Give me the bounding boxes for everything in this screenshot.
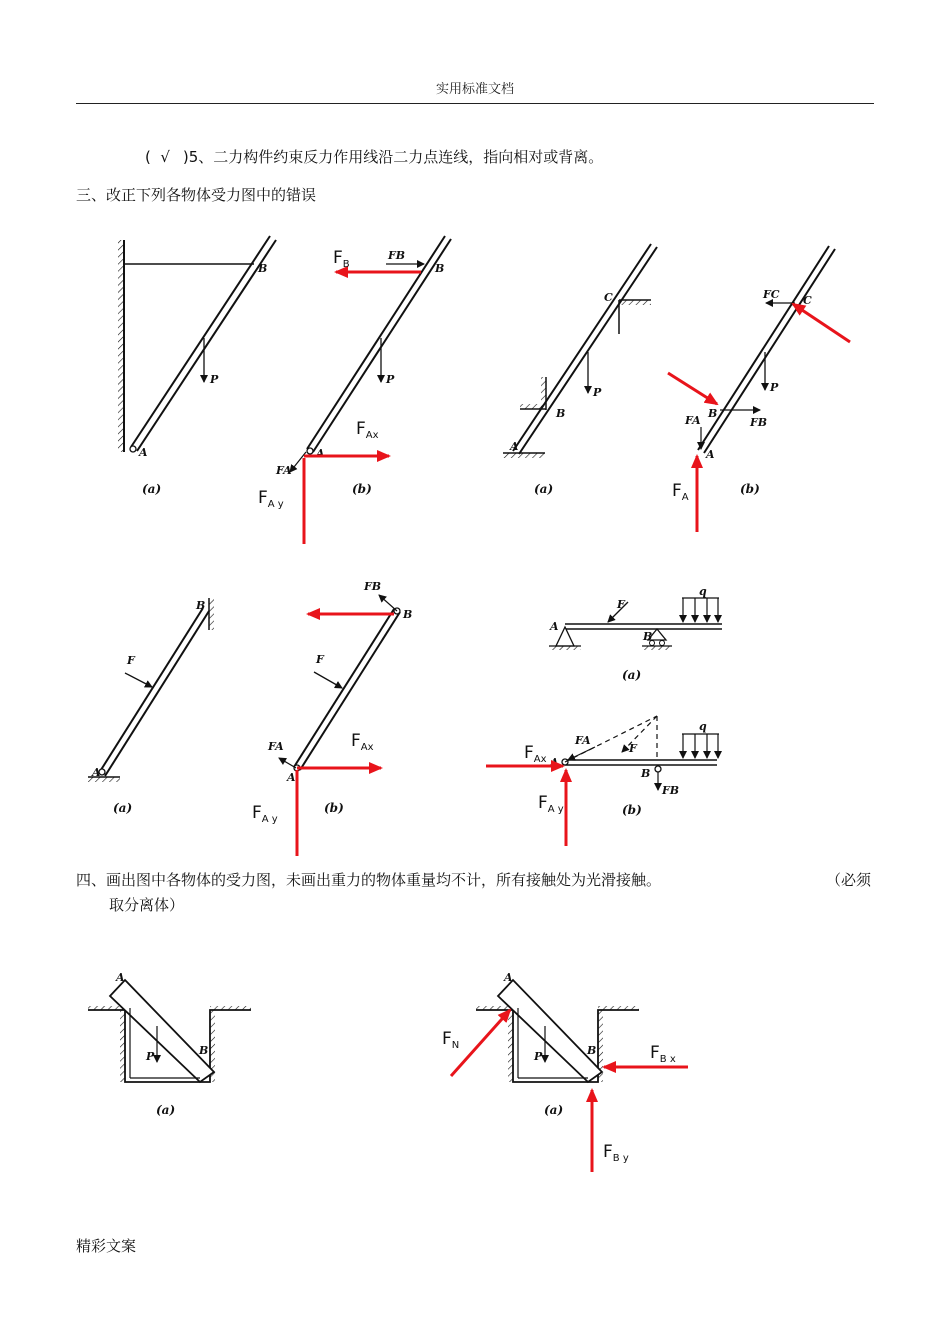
figure-2b bbox=[668, 246, 850, 532]
label-FB-small: FB bbox=[364, 580, 382, 593]
label-A: A bbox=[139, 446, 148, 459]
label-red-FAx: $F_{Ax}$ bbox=[351, 731, 374, 753]
caption-a: (a) bbox=[113, 801, 133, 815]
label-A: A bbox=[706, 448, 715, 461]
label-B: B bbox=[641, 767, 651, 780]
label-red-FB: $F_B$ bbox=[333, 248, 350, 270]
caption-b: (b) bbox=[352, 482, 372, 496]
label-A: A bbox=[504, 971, 513, 984]
figure-3b bbox=[252, 580, 412, 856]
label-A: A bbox=[92, 766, 101, 779]
question-number: 5、 bbox=[188, 148, 214, 166]
label-B: B bbox=[196, 599, 206, 612]
section-4-note: （必须 bbox=[826, 871, 872, 889]
label-A: A bbox=[510, 440, 519, 453]
label-P: P bbox=[146, 1050, 155, 1063]
label-red-FBx: $F_{B x}$ bbox=[650, 1043, 676, 1065]
section-4-note-continued: 取分离体） bbox=[109, 896, 185, 914]
question-text: 二力构件约束反力作用线沿二力点连线，指向相对或背离。 bbox=[213, 148, 604, 166]
label-F: F bbox=[127, 654, 135, 667]
label-red-FAx: $F_{Ax}$ bbox=[524, 743, 547, 765]
label-FC-small: FC bbox=[763, 288, 780, 301]
label-B: B bbox=[708, 407, 718, 420]
caption-a: (a) bbox=[142, 482, 162, 496]
caption-a: (a) bbox=[534, 482, 554, 496]
label-F: F bbox=[629, 742, 637, 755]
label-B: B bbox=[587, 1044, 597, 1057]
label-C: C bbox=[803, 294, 812, 307]
caption-b: (b) bbox=[740, 482, 760, 496]
label-FA-small: FA bbox=[276, 464, 292, 477]
figure-3a bbox=[88, 598, 214, 815]
label-A: A bbox=[287, 771, 296, 784]
label-F: F bbox=[617, 598, 625, 611]
label-red-FA: $F_A$ bbox=[672, 481, 689, 503]
label-FA-small: FA bbox=[268, 740, 284, 753]
label-A: A bbox=[550, 620, 559, 633]
figure-1b bbox=[258, 236, 451, 544]
label-B: B bbox=[403, 608, 413, 621]
label-red-FN: $F_N$ bbox=[442, 1029, 460, 1051]
label-P: P bbox=[210, 373, 219, 386]
label-B: B bbox=[258, 262, 268, 275]
figure-2a bbox=[503, 244, 657, 496]
label-P: P bbox=[770, 381, 779, 394]
label-red-FBy: $F_{B y}$ bbox=[603, 1142, 629, 1164]
label-red-FAy: $F_{A y}$ bbox=[538, 793, 564, 815]
label-C: C bbox=[604, 291, 613, 304]
caption-b: (b) bbox=[324, 801, 344, 815]
label-red-FAy: $F_{A y}$ bbox=[258, 488, 284, 510]
label-B: B bbox=[199, 1044, 209, 1057]
figure-4a bbox=[549, 585, 722, 682]
caption-b: (b) bbox=[622, 803, 642, 817]
figure-5a-solution bbox=[442, 971, 688, 1172]
question-5: ( √ )5、二力构件约束反力作用线沿二力点连线，指向相对或背离。 bbox=[145, 148, 604, 166]
answer-mark: √ bbox=[160, 148, 170, 166]
section-3-title: 三、改正下列各物体受力图中的错误 bbox=[76, 186, 317, 204]
label-B: B bbox=[643, 630, 653, 643]
caption-a: (a) bbox=[156, 1103, 176, 1117]
label-A: A bbox=[116, 971, 125, 984]
label-FA-small: FA bbox=[575, 734, 591, 747]
label-FB-small: FB bbox=[662, 784, 680, 797]
page-header: 实用标准文档 bbox=[435, 82, 514, 97]
label-red-FAy: $F_{A y}$ bbox=[252, 803, 278, 825]
label-q: q bbox=[699, 720, 707, 733]
label-B: B bbox=[435, 262, 445, 275]
label-A: A bbox=[550, 756, 559, 769]
caption-a: (a) bbox=[544, 1103, 564, 1117]
label-q: q bbox=[699, 585, 707, 598]
label-P: P bbox=[593, 386, 602, 399]
label-A: A bbox=[316, 447, 325, 460]
figure-4b bbox=[486, 716, 719, 846]
label-FB-small: FB bbox=[750, 416, 768, 429]
label-P: P bbox=[386, 373, 395, 386]
label-P: P bbox=[534, 1050, 543, 1063]
section-4-title: 四、画出图中各物体的受力图，未画出重力的物体重量均不计，所有接触处为光滑接触。 bbox=[76, 871, 662, 889]
figure-5a bbox=[88, 971, 251, 1117]
label-red-FAx: $F_{Ax}$ bbox=[356, 419, 379, 441]
label-F: F bbox=[316, 653, 324, 666]
page-footer: 精彩文案 bbox=[76, 1237, 137, 1255]
label-FA-small: FA bbox=[685, 414, 701, 427]
figure-1a bbox=[118, 236, 276, 496]
label-B: B bbox=[556, 407, 566, 420]
label-FB-small: FB bbox=[388, 249, 406, 262]
caption-a: (a) bbox=[622, 668, 642, 682]
